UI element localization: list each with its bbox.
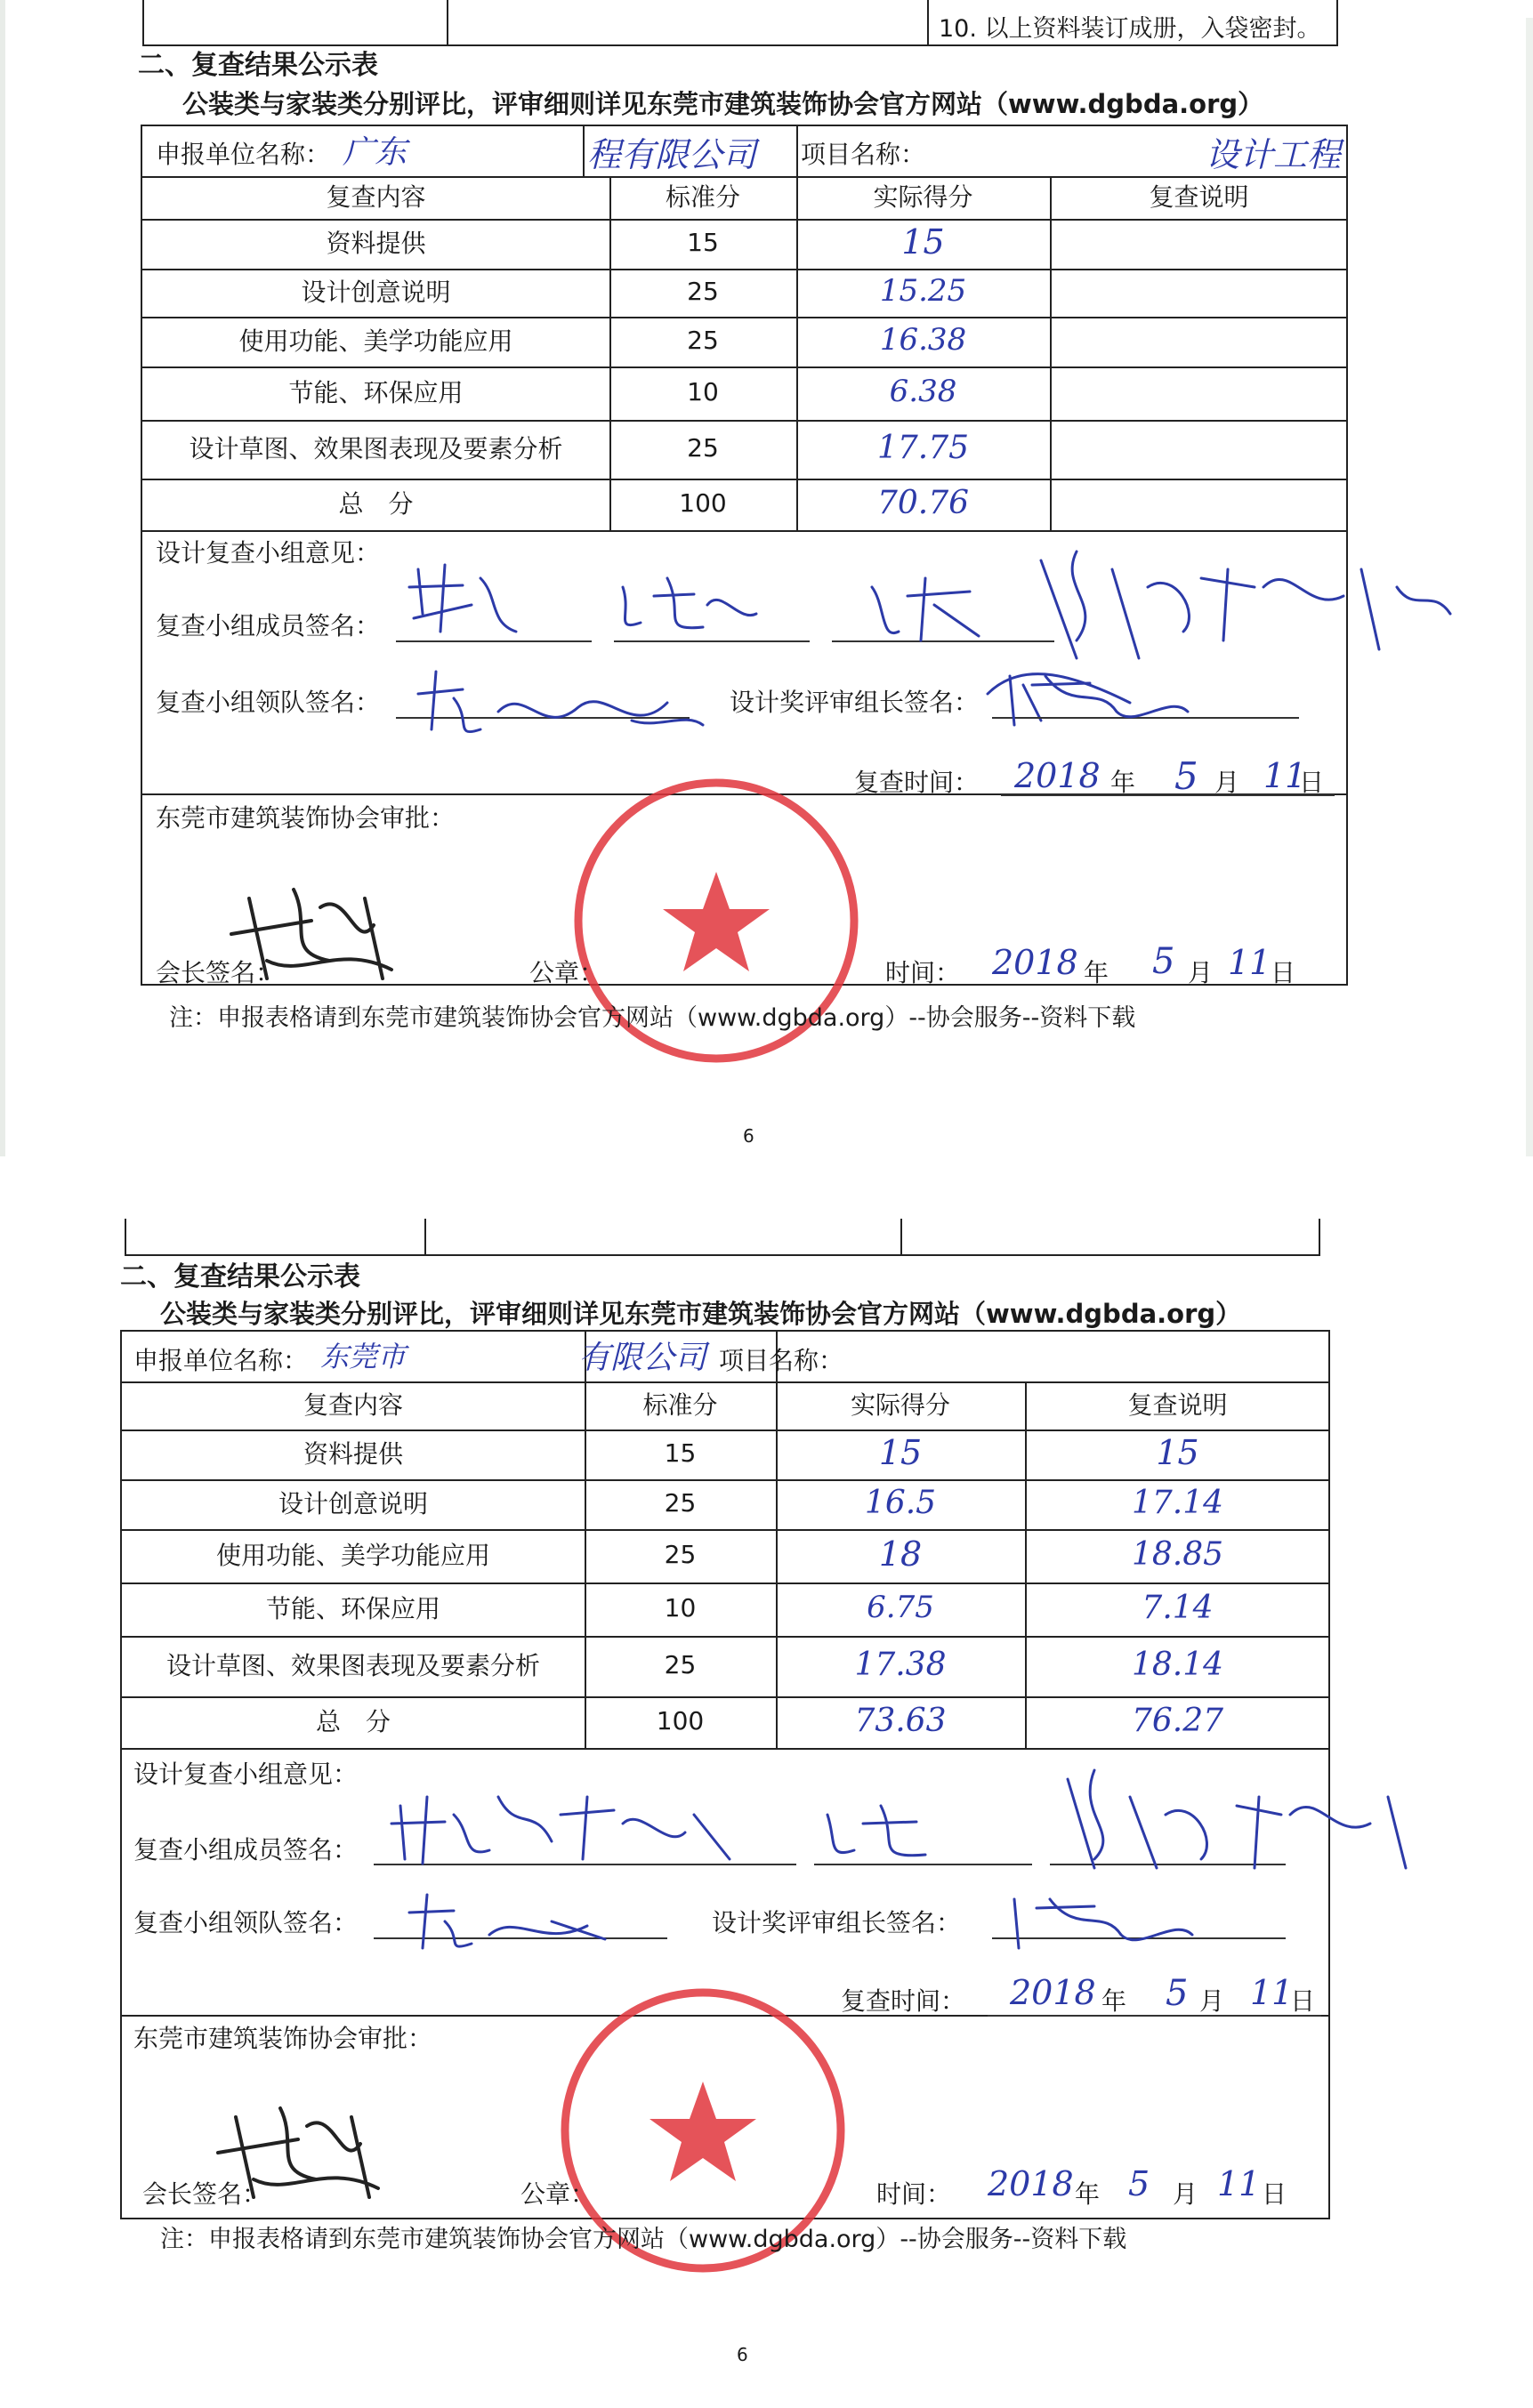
day-label: 日 (1271, 958, 1296, 987)
row-actual-handwritten: 15 (901, 222, 945, 262)
year-label: 年 (1101, 1986, 1127, 2016)
row-actual-handwritten: 16.38 (879, 322, 967, 358)
president-signature (214, 872, 409, 987)
row-std: 25 (687, 325, 719, 355)
page-top (0, 0, 1533, 1192)
project-label: 项目名称： (801, 140, 926, 169)
approval-day-handwritten: 11 (1228, 943, 1271, 982)
row-note-handwritten: 17.14 (1131, 1484, 1224, 1521)
row-std: 25 (687, 276, 719, 306)
applicant-name-handwritten: 东莞市 (320, 1340, 407, 1373)
footnote: 注：申报表格请到东莞市建筑装饰协会官方网站（www.dgbda.org）--协会服务--资料下载 (169, 1004, 1136, 1032)
chief-sign-label: 设计奖评审组长签名： (730, 688, 980, 717)
section-title: 二、复查结果公示表 (120, 1261, 360, 1293)
review-day-handwritten: 11 (1263, 756, 1307, 795)
review-time-label: 复查时间： (841, 1986, 966, 2016)
row-note-handwritten: 7.14 (1142, 1589, 1214, 1626)
previous-table-strip (125, 1219, 1320, 1256)
group-opinion-label: 设计复查小组意见： (156, 538, 381, 568)
assoc-approval-label: 东莞市建筑装饰协会审批： (133, 2024, 433, 2053)
header-standard: 标准分 (665, 182, 740, 212)
day-label: 日 (1299, 768, 1325, 797)
row-actual-handwritten: 18 (878, 1534, 923, 1574)
leader-sign-label: 复查小组领队签名： (156, 688, 381, 717)
applicant-label: 申报单位名称： (156, 140, 331, 169)
row-item: 设计创意说明 (278, 1489, 428, 1518)
time-label: 时间： (876, 2179, 952, 2209)
day-label: 日 (1262, 2179, 1287, 2209)
row-std: 10 (664, 1592, 697, 1623)
applicant-suffix-handwritten: 程有限公司 (587, 135, 757, 174)
row-total-note-handwritten: 76.27 (1131, 1702, 1224, 1739)
assoc-approval-label: 东莞市建筑装饰协会审批： (156, 803, 456, 833)
header-standard: 标准分 (642, 1390, 718, 1420)
president-signature (200, 2090, 396, 2206)
row-std: 25 (664, 1539, 697, 1569)
header-item: 复查内容 (326, 182, 426, 212)
top-note: 10. 以上资料装订成册，入袋密封。 (939, 15, 1321, 43)
chief-signature (992, 658, 1206, 738)
leader-sign-label: 复查小组领队签名： (133, 1908, 359, 1937)
row-item: 设计创意说明 (301, 278, 451, 307)
row-actual-handwritten: 15 (878, 1433, 923, 1472)
leader-signature (400, 658, 721, 747)
row-total-actual-handwritten: 73.63 (854, 1702, 947, 1739)
row-actual-handwritten: 17.38 (854, 1646, 947, 1683)
group-opinion-label: 设计复查小组意见： (133, 1760, 359, 1789)
row-note-handwritten: 18.14 (1131, 1646, 1224, 1683)
review-year-handwritten: 2018 (1010, 1973, 1096, 2012)
member-signatures (383, 1761, 1450, 1877)
row-item: 使用功能、美学功能应用 (238, 326, 513, 356)
review-month-handwritten: 5 (1174, 754, 1198, 798)
row-total-item: 总 分 (338, 489, 414, 519)
row-std: 25 (664, 1487, 697, 1518)
president-sign-label: 会长签名： (156, 958, 281, 987)
row-total-std: 100 (679, 487, 727, 518)
month-label: 月 (1173, 2179, 1198, 2209)
review-month-handwritten: 5 (1166, 1973, 1189, 2014)
row-actual-handwritten: 6.38 (889, 374, 957, 409)
section-subtitle: 公装类与家装类分别评比，评审细则详见东莞市建筑装饰协会官方网站（www.dgbda.org） (160, 1299, 1242, 1329)
month-label: 月 (1199, 1986, 1225, 2016)
header-note: 复查说明 (1127, 1390, 1228, 1420)
row-item: 节能、环保应用 (265, 1594, 440, 1623)
header-actual: 实际得分 (850, 1390, 950, 1420)
row-std: 10 (687, 376, 719, 407)
row-actual-handwritten: 17.75 (876, 429, 970, 466)
approval-day-handwritten: 11 (1217, 2164, 1261, 2203)
page-number: 6 (737, 2344, 748, 2365)
page-bottom (0, 1192, 1533, 2408)
chief-signature (996, 1886, 1210, 1957)
applicant-label: 申报单位名称： (133, 1346, 309, 1375)
approval-year-handwritten: 2018 (988, 2164, 1074, 2203)
row-total-item: 总 分 (315, 1707, 391, 1736)
row-note-handwritten: 18.85 (1131, 1535, 1224, 1573)
header-item: 复查内容 (303, 1390, 403, 1420)
project-name-handwritten: 设计工程 (1206, 135, 1342, 174)
month-label: 月 (1214, 768, 1240, 797)
row-item: 节能、环保应用 (288, 378, 464, 407)
review-time-label: 复查时间： (854, 768, 980, 797)
header-note: 复查说明 (1149, 182, 1249, 212)
row-actual-handwritten: 16.5 (864, 1484, 937, 1521)
year-label: 年 (1084, 958, 1109, 987)
row-actual-handwritten: 6.75 (867, 1590, 934, 1625)
time-label: 时间： (885, 958, 961, 987)
member-sign-label: 复查小组成员签名： (156, 611, 381, 640)
seal-label: 公章： (529, 958, 605, 987)
chief-sign-label: 设计奖评审组长签名： (712, 1908, 962, 1937)
section-subtitle: 公装类与家装类分别评比，评审细则详见东莞市建筑装饰协会官方网站（www.dgbda.org） (182, 89, 1264, 119)
approval-month-handwritten: 5 (1152, 941, 1175, 982)
row-actual-handwritten: 15.25 (879, 273, 967, 309)
project-label: 项目名称： (719, 1346, 844, 1375)
row-item: 设计草图、效果图表现及要素分析 (189, 434, 563, 463)
row-note-handwritten: 15 (1156, 1433, 1199, 1472)
review-year-handwritten: 2018 (1014, 756, 1101, 795)
row-item: 资料提供 (326, 229, 426, 258)
applicant-name-handwritten: 广东 (343, 134, 407, 171)
year-label: 年 (1075, 2179, 1101, 2209)
page-number: 6 (743, 1125, 754, 1147)
footnote: 注：申报表格请到东莞市建筑装饰协会官方网站（www.dgbda.org）--协会服务--资料下载 (160, 2226, 1127, 2253)
row-std: 15 (687, 227, 719, 257)
row-total-std: 100 (656, 1705, 705, 1736)
member-sign-label: 复查小组成员签名： (133, 1835, 359, 1864)
row-std: 15 (664, 1438, 697, 1468)
seal-label: 公章： (520, 2179, 596, 2209)
header-actual: 实际得分 (873, 182, 973, 212)
review-day-handwritten: 11 (1250, 1973, 1294, 2012)
day-label: 日 (1290, 1986, 1316, 2016)
month-label: 月 (1188, 958, 1214, 987)
approval-year-handwritten: 2018 (992, 943, 1078, 982)
row-std: 25 (687, 432, 719, 463)
row-std: 25 (664, 1649, 697, 1679)
approval-month-handwritten: 5 (1128, 2164, 1150, 2203)
applicant-suffix-handwritten: 有限公司 (578, 1340, 707, 1376)
leader-signature (391, 1886, 641, 1957)
row-item: 使用功能、美学功能应用 (215, 1541, 490, 1570)
row-item: 资料提供 (303, 1439, 403, 1469)
section-title: 二、复查结果公示表 (138, 50, 378, 81)
president-sign-label: 会长签名： (142, 2179, 268, 2209)
row-item: 设计草图、效果图表现及要素分析 (165, 1651, 540, 1680)
row-total-actual-handwritten: 70.76 (876, 484, 970, 521)
year-label: 年 (1110, 768, 1136, 797)
